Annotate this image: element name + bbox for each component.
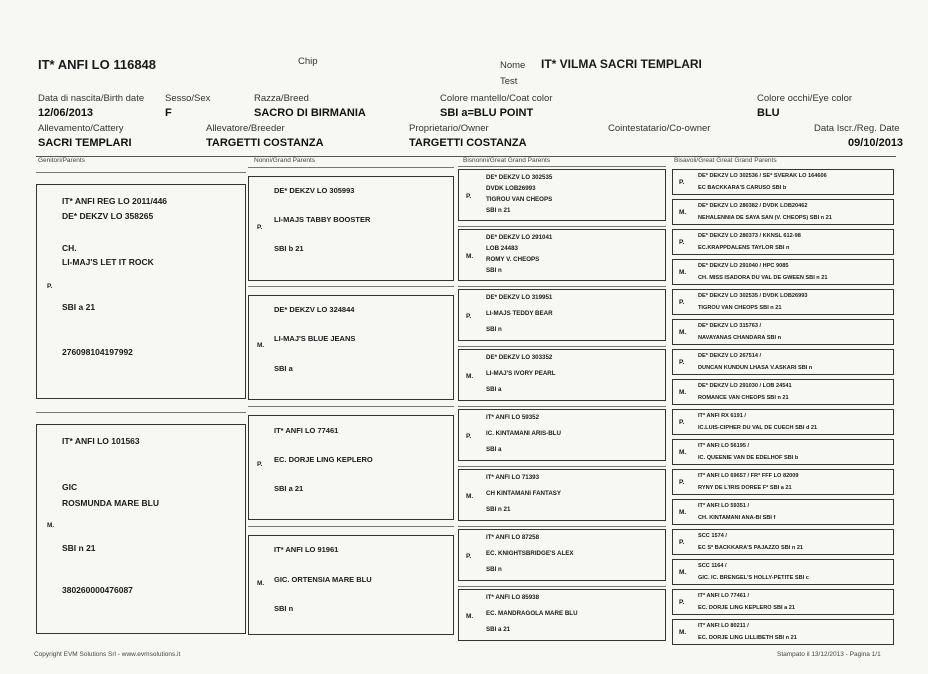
great-great-grandparent-line: SCC 1164 / (698, 563, 727, 569)
great-grandparent-sex-marker: M. (466, 613, 474, 620)
eye-color-value: BLU (757, 107, 780, 119)
owner-value: TARGETTI COSTANZA (409, 137, 527, 149)
great-great-grandparent-line: DE* DEKZV LO 302536 / SE* SVERAK LO 164606 (698, 173, 827, 179)
grandparent-line: IT* ANFI LO 77461 (274, 426, 339, 435)
grandparent-separator (248, 286, 454, 287)
great-great-grandparent-line: CH. MISS ISADORA DU VAL DE GWEEN SBI n 21 (698, 275, 828, 281)
great-grandparent-line: TIGROU VAN CHEOPS (486, 196, 553, 203)
grandparent-line: SBI n (274, 604, 294, 613)
great-great-grandparent-line: IT* ANFI LO 69657 / FR* FFF LO 82009 (698, 473, 799, 479)
parent-line: GIC (62, 482, 78, 492)
grandparent-line: EC. DORJE LING KEPLERO (274, 455, 373, 464)
great-great-grandparent-line: IT* ANFI LO 56195 / (698, 443, 750, 449)
great-grandparent-line: SBI a 21 (486, 626, 511, 633)
great-great-grandparent-line: TIGROU VAN CHEOPS SBI n 21 (698, 305, 782, 311)
great-grandparent-line: LI-MAJS TEDDY BEAR (486, 310, 553, 317)
owner-label: Proprietario/Owner (409, 123, 489, 134)
great-great-grandparent-line: RYNY DE L'IRIS DOREE F* SBI a 21 (698, 485, 792, 491)
parent-line: LI-MAJ'S LET IT ROCK (62, 257, 154, 267)
cattery-label: Allevamento/Cattery (38, 123, 124, 134)
parent-line: SBI n 21 (62, 543, 96, 553)
co-owner-label: Cointestatario/Co-owner (608, 123, 711, 134)
great-great-grandparent-sex-marker: P. (679, 419, 685, 426)
parent-sex-marker: M. (47, 522, 55, 529)
parent-line: IT* ANFI REG LO 2011/446 (62, 196, 168, 206)
parent-separator (36, 172, 246, 173)
great-grandparent-sex-marker: P. (466, 313, 472, 320)
grandparent-separator (248, 406, 454, 407)
grandparent-separator (248, 167, 454, 168)
great-grandparents-header: Bisnonni/Great Grand Parents (463, 157, 551, 164)
great-grandparent-line: DE* DEKZV LO 291041 (486, 234, 553, 241)
grandparent-line: SBI a 21 (274, 484, 304, 493)
great-great-grandparent-sex-marker: M. (679, 569, 687, 576)
great-grandparent-line: IT* ANFI LO 85938 (486, 594, 540, 601)
great-grandparent-line: SBI n 21 (486, 207, 511, 214)
great-great-grandparent-line: IC. QUEENIE VAN DE EDELHOF SBI b (698, 455, 799, 461)
print-date-text: Stampato il 13/12/2013 - Pagina 1/1 (777, 651, 881, 658)
great-great-grandparent-line: DE* DEKZV LO 280382 / DVDK LOB20462 (698, 203, 808, 209)
great-grandparent-line: LOB 24483 (486, 245, 518, 252)
great-grandparent-line: DVDK LOB26993 (486, 185, 536, 192)
breeder-label: Allevatore/Breeder (206, 123, 285, 134)
great-great-grandparent-line: NEHALENNIA DE SAYA SAN (V. CHEOPS) SBI n 21 (698, 215, 832, 221)
grandparent-line: GIC. ORTENSIA MARE BLU (274, 575, 372, 584)
reg-date-label: Data Iscr./Reg. Date (814, 123, 900, 134)
great-great-grandparent-line: DE* DEKZV LO 302535 / DVDK LOB26993 (698, 293, 808, 299)
parent-sex-marker: P. (47, 283, 53, 290)
great-great-grandparent-sex-marker: M. (679, 269, 687, 276)
great-grandparent-separator (458, 286, 666, 287)
parent-separator (36, 412, 246, 413)
great-great-grandparent-line: IT* ANFI RX 6191 / (698, 413, 746, 419)
great-grandparent-line: EC. MANDRAGOLA MARE BLU (486, 610, 578, 617)
chip-label: Chip (298, 56, 318, 67)
grandparent-line: SBI a (274, 364, 293, 373)
grandparent-line: LI-MAJS TABBY BOOSTER (274, 215, 371, 224)
grandparent-line: SBI b 21 (274, 244, 304, 253)
great-great-grandparent-line: DE* DEKZV LO 315763 / (698, 323, 762, 329)
great-grandparent-line: SBI n (486, 566, 502, 573)
grandparent-sex-marker: M. (257, 342, 265, 349)
great-great-grandparent-line: GIC. IC. BRENGEL'S HOLLY-PETITE SBI c (698, 575, 809, 581)
birth-date-value: 12/06/2013 (38, 107, 94, 119)
great-great-grandparent-line: EC S* BACKKARA'S PAJAZZO SBI n 21 (698, 545, 804, 551)
great-grandparent-line: IT* ANFI LO 71393 (486, 474, 540, 481)
great-great-grandparent-line: EC.KRAPPDALENS TAYLOR SBI n (698, 245, 790, 251)
breeder-value: TARGETTI COSTANZA (206, 137, 324, 149)
nome-label: Nome (500, 60, 526, 71)
great-great-grandparent-sex-marker: M. (679, 209, 687, 216)
great-great-grandparent-line: CH. KINTAMANI ANA-BI SBI f (698, 515, 776, 521)
grandparent-separator (248, 526, 454, 527)
great-grandparent-line: IC. KINTAMANI ARIS-BLU (486, 430, 561, 437)
great-great-grandparent-sex-marker: P. (679, 239, 685, 246)
great-grandparent-line: ROMY V. CHEOPS (486, 256, 540, 263)
great-great-grandparent-line: DE* DEKZV LO 291030 / LOB 24541 (698, 383, 792, 389)
grandparent-line: LI-MAJ'S BLUE JEANS (274, 334, 356, 343)
great-grandparent-line: SBI n (486, 326, 502, 333)
great-grandparent-separator (458, 526, 666, 527)
great-great-grandparent-sex-marker: P. (679, 539, 685, 546)
registration-number: IT* ANFI LO 116848 (38, 57, 157, 72)
great-great-grandparent-line: NAVAYANAS CHANDARA SBI n (698, 335, 782, 341)
great-great-grandparent-sex-marker: M. (679, 449, 687, 456)
sex-label: Sesso/Sex (165, 93, 211, 104)
great-grandparent-separator (458, 226, 666, 227)
great-great-grandparent-line: ROMANCE VAN CHEOPS SBI n 21 (698, 395, 789, 401)
great-great-grandparent-line: IT* ANFI LO 59351 / (698, 503, 750, 509)
great-grandparent-sex-marker: M. (466, 373, 474, 380)
great-grandparent-line: IT* ANFI LO 59352 (486, 414, 540, 421)
great-great-grandparent-line: EC BACKKARA'S CARUSO SBI b (698, 185, 787, 191)
great-great-grandparent-line: SCC 1574 / (698, 533, 727, 539)
great-grandparent-line: LI-MAJ'S IVORY PEARL (486, 370, 556, 377)
great-great-grandparent-line: DE* DEKZV LO 291040 / HPC 9085 (698, 263, 789, 269)
great-grandparent-line: SBI a (486, 386, 502, 393)
grandparents-header: Nonni/Grand Parents (254, 157, 316, 164)
great-great-grandparent-line: IT* ANFI LO 80211 / (698, 623, 749, 629)
great-grandparent-line: SBI n 21 (486, 506, 511, 513)
great-grandparent-line: DE* DEKZV LO 302535 (486, 174, 553, 181)
great-great-grandparent-sex-marker: P. (679, 599, 685, 606)
great-grandparent-sex-marker: P. (466, 553, 472, 560)
birth-date-label: Data di nascita/Birth date (38, 93, 145, 104)
great-grandparent-line: SBI n (486, 267, 502, 274)
great-grandparent-line: DE* DEKZV LO 303352 (486, 354, 553, 361)
grandparent-sex-marker: M. (257, 580, 265, 587)
breed-label: Razza/Breed (254, 93, 309, 104)
test-label: Test (500, 76, 518, 87)
parent-line: SBI a 21 (62, 302, 96, 312)
great-great-grandparent-line: IC.LUIS-CIPHER DU VAL DE CUECH SBI d 21 (698, 425, 818, 431)
great-great-grandparent-line: EC. DORJE LING KEPLERO SBI a 21 (698, 605, 795, 611)
great-grandparent-separator (458, 586, 666, 587)
great-grandparent-line: CH KINTAMANI FANTASY (486, 490, 562, 497)
parent-line: IT* ANFI LO 101563 (62, 436, 140, 446)
great-great-grandparent-line: DE* DEKZV LO 280373 / KKNSL 612-98 (698, 233, 801, 239)
great-great-grandparent-sex-marker: P. (679, 179, 685, 186)
reg-date-value: 09/10/2013 (848, 137, 904, 149)
grandparent-sex-marker: P. (257, 461, 263, 468)
great-great-grandparent-sex-marker: M. (679, 389, 687, 396)
great-grandparent-separator (458, 166, 666, 167)
grandparent-line: IT* ANFI LO 91961 (274, 545, 339, 554)
parent-line: 380260000476087 (62, 585, 133, 595)
cat-name: IT* VILMA SACRI TEMPLARI (541, 57, 702, 71)
great-great-grandparent-sex-marker: M. (679, 629, 687, 636)
copyright-text: Copyright EVM Solutions Srl - www.evmsolutions.it (34, 651, 181, 658)
great-great-grandparent-sex-marker: M. (679, 329, 687, 336)
great-grandparent-sex-marker: P. (466, 193, 472, 200)
great-great-grandparent-line: EC. DORJE LING LILLIBETH SBI n 21 (698, 635, 797, 641)
grandparent-line: DE* DEKZV LO 324844 (274, 305, 355, 314)
great-grandparent-line: DE* DEKZV LO 319951 (486, 294, 553, 301)
great-great-grandparent-sex-marker: M. (679, 509, 687, 516)
great-great-grandparent-line: IT* ANFI LO 77461 / (698, 593, 750, 599)
great-grandparent-line: IT* ANFI LO 87258 (486, 534, 540, 541)
great-great-grandparent-line: DUNCAN KUNDUN LHASA V.ASKARI SBI n (698, 365, 813, 371)
great-great-grandparent-sex-marker: P. (679, 359, 685, 366)
sex-value: F (165, 107, 172, 119)
great-grandparent-sex-marker: P. (466, 433, 472, 440)
parent-line: ROSMUNDA MARE BLU (62, 498, 159, 508)
grandparent-line: DE* DEKZV LO 305993 (274, 186, 355, 195)
parent-line: 276098104197992 (62, 347, 133, 357)
parent-box (36, 424, 246, 634)
parent-line: DE* DEKZV LO 358265 (62, 211, 154, 221)
great-grandparent-sex-marker: M. (466, 493, 474, 500)
eye-color-label: Colore occhi/Eye color (757, 93, 853, 104)
coat-color-value: SBI a=BLU POINT (440, 107, 534, 119)
great-grandparent-separator (458, 406, 666, 407)
great-grandparent-sex-marker: M. (466, 253, 474, 260)
cattery-value: SACRI TEMPLARI (38, 137, 132, 149)
great-grandparent-separator (458, 466, 666, 467)
breed-value: SACRO DI BIRMANIA (254, 107, 366, 119)
great-grandparent-line: SBI a (486, 446, 502, 453)
great-great-grandparent-sex-marker: P. (679, 299, 685, 306)
grandparent-sex-marker: P. (257, 224, 263, 231)
great-great-grandparent-line: DE* DEKZV LO 267514 / (698, 353, 762, 359)
parent-line: CH. (62, 243, 77, 253)
coat-color-label: Colore mantello/Coat color (440, 93, 553, 104)
great-great-grandparents-header: Bisavoli/Great Great Grand Parents (674, 157, 777, 164)
great-grandparent-line: EC. KNIGHTSBRIDGE'S ALEX (486, 550, 574, 557)
great-grandparent-separator (458, 346, 666, 347)
great-great-grandparent-sex-marker: P. (679, 479, 685, 486)
parents-header: Genitori/Parents (38, 157, 85, 164)
